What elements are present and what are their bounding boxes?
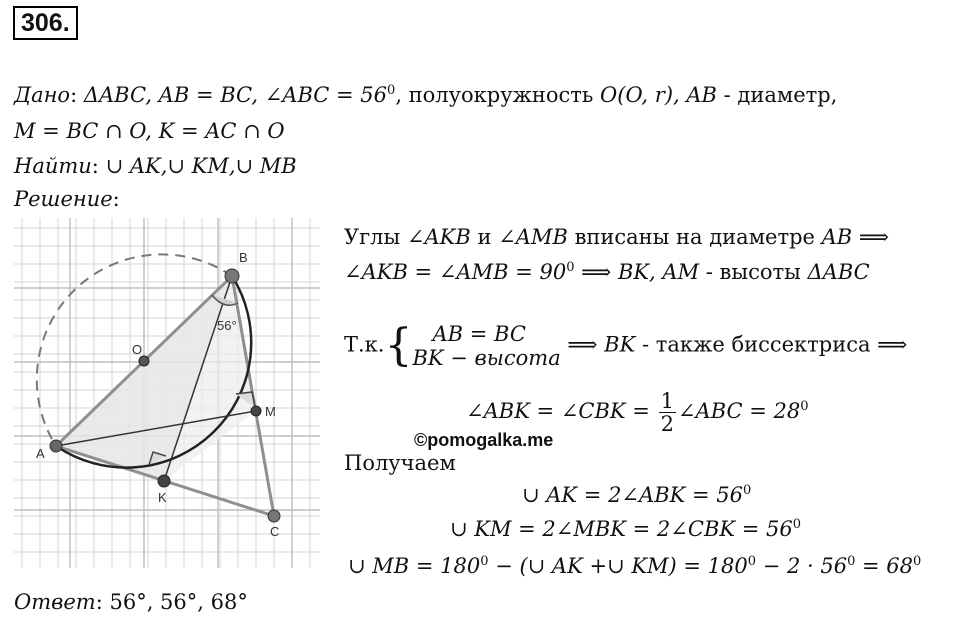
solution-line-6 — [522, 482, 751, 508]
answer-line: Ответ: 56°, 56°, 68° — [14, 590, 248, 614]
given-circle: O(O, r), AB — [600, 83, 717, 107]
arc-km-eq: ∪ KM = 2∠MBK = 2∠CBK = 56 — [450, 517, 793, 541]
condition-bk-altitude: BK − высота — [412, 346, 561, 370]
point-k — [158, 475, 170, 487]
label-m: M — [265, 404, 276, 419]
solution-line-2 — [344, 259, 870, 285]
fraction-numerator: 1 — [660, 389, 674, 413]
geometry-figure — [14, 218, 320, 568]
problem-number: 306. — [13, 6, 78, 40]
given-line-1: Дано: ΔABC, AB = BC, ∠ABC = $56^0$, полуокружность O(O, r), AB - диаметр, — [14, 83, 838, 107]
arc-mb-times: − 2 · 56 — [756, 554, 848, 578]
degree-exp: 0 — [913, 554, 922, 569]
degree-exp: 0 — [742, 483, 752, 498]
angle-abk-eq: ∠ABK = ∠CBK = — [466, 399, 657, 423]
degree-exp: 0 — [847, 554, 856, 569]
point-c — [268, 510, 280, 522]
given-degree-exp: 0 — [387, 83, 396, 98]
angle-b-label: 56° — [217, 318, 237, 333]
arc-mb-eq: ∪ MB = 180 — [348, 554, 481, 578]
solution-line-8 — [348, 553, 921, 579]
solution-line-4 — [466, 390, 809, 435]
arc-mb-result: = 68 — [855, 554, 914, 578]
label-a: A — [36, 446, 45, 461]
given-diameter-text: - диаметр, — [716, 83, 838, 107]
arc-mb-sum: − (∪ AK +∪ KM) = 180 — [488, 554, 748, 578]
answer-label: Ответ — [14, 590, 96, 614]
condition-ab-bc: AB = BC — [432, 322, 526, 346]
degree-exp: 0 — [747, 554, 757, 569]
label-b: B — [239, 250, 248, 265]
watermark: ©pomogalka.me — [414, 430, 554, 450]
angle-amb: ∠AMB — [498, 225, 568, 249]
arc-ak-eq: ∪ AK = 2∠ABK = 56 — [522, 483, 743, 507]
text-angles: Углы — [344, 225, 401, 249]
diameter-ab: AB ⟹ — [821, 225, 890, 249]
point-m — [251, 406, 261, 416]
text-inscribed: вписаны на диаметре — [574, 225, 815, 249]
point-o — [139, 356, 149, 366]
degree-exp: 0 — [480, 554, 489, 569]
degree-exp: 0 — [566, 260, 575, 275]
condition-system — [412, 322, 560, 370]
label-c: C — [270, 524, 280, 539]
label-o: O — [132, 342, 143, 357]
find-label: Найти — [14, 154, 92, 178]
find-arcs: ∪ AK,∪ KM,∪ MB — [105, 154, 297, 178]
text-altitudes: - высоты — [699, 260, 808, 284]
system-brace: { — [384, 320, 413, 371]
solution-line-5: Получаем — [344, 451, 456, 475]
angle-akb: ∠AKB — [406, 225, 471, 249]
fraction-half — [659, 390, 676, 435]
given-line-2: M = BC ∩ O, K = AC ∩ O — [14, 119, 285, 143]
given-conditions: ΔABC, AB = BC, ∠ABC = 56 — [83, 83, 388, 107]
altitudes: ⟹ BK, AM — [574, 260, 700, 284]
point-b — [225, 269, 239, 283]
fraction-denominator: 2 — [660, 412, 674, 436]
find-line: Найти: ∪ AK,∪ KM,∪ MB — [14, 154, 297, 178]
solution-line-7 — [450, 516, 801, 542]
implies-bk: ⟹ BK — [567, 332, 636, 357]
solution-label: Решение — [14, 187, 113, 211]
given-semicircle-text: , полуокружность — [395, 83, 594, 107]
text-bisector: - также биссектриса ⟹ — [635, 332, 908, 357]
triangle-abc-ref: ΔABC — [807, 260, 870, 284]
solution-line-3 — [344, 322, 907, 370]
point-a — [50, 440, 62, 452]
label-k: K — [158, 490, 167, 505]
answer-values: 56°, 56°, 68° — [109, 590, 248, 614]
angle-abc-half: ∠ABC = 28 — [677, 399, 801, 423]
right-angles-eq: ∠AKB = ∠AMB = 90 — [344, 260, 567, 284]
given-label: Дано — [14, 83, 71, 107]
text-since: Т.к. — [344, 332, 385, 357]
solution-line-1 — [344, 224, 889, 250]
text-and: и — [477, 225, 492, 249]
solution-line: Решение: — [14, 187, 120, 211]
degree-exp: 0 — [792, 517, 802, 532]
degree-exp: 0 — [800, 399, 809, 414]
